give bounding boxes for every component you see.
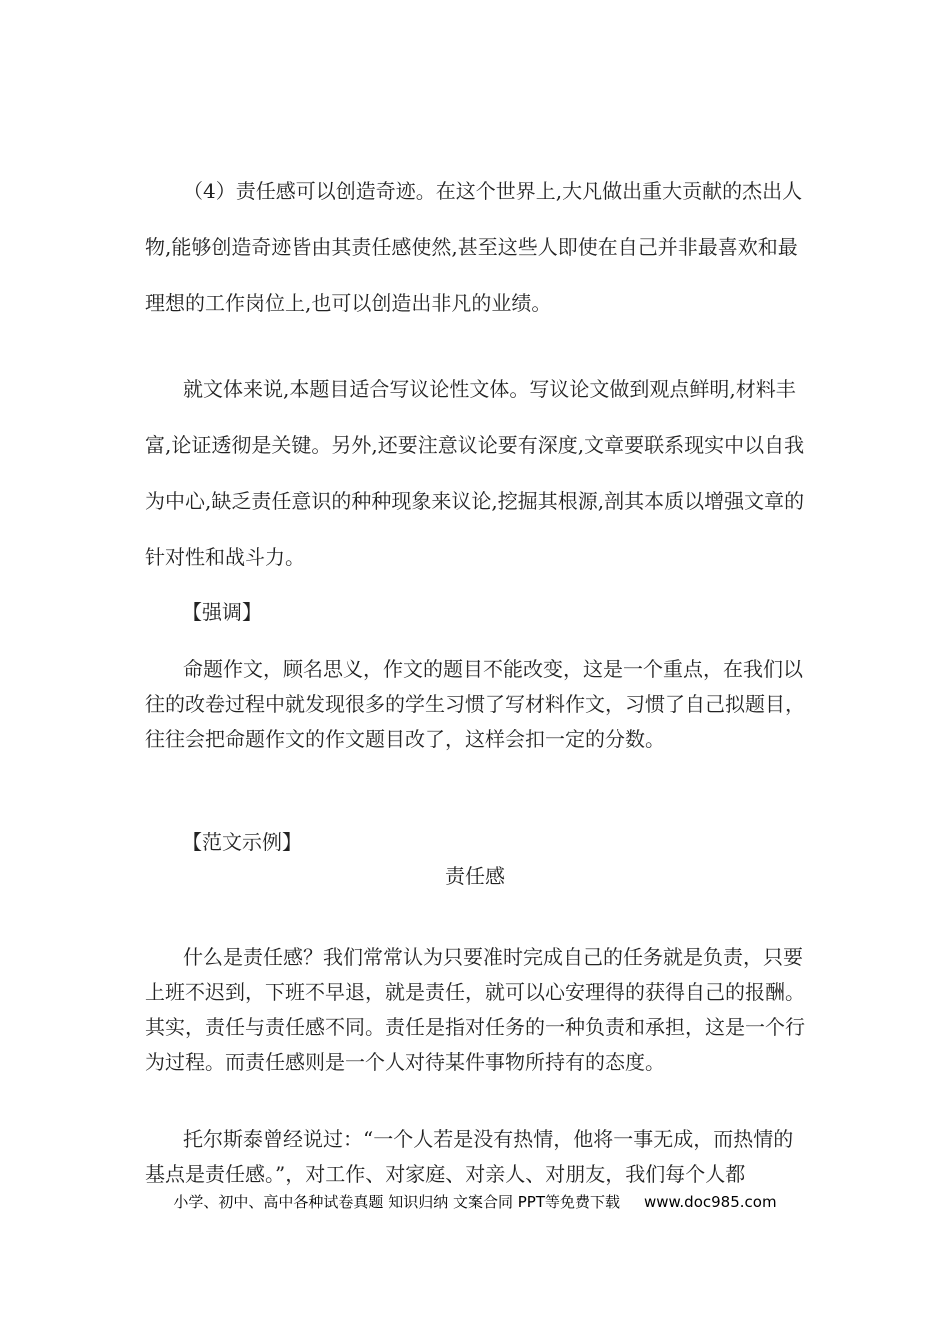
heading-emphasis: 【强调】 [182, 600, 262, 624]
essay-paragraph-1: 什么是责任感？我们常常认为只要准时完成自己的任务就是负责，只要上班不迟到，下班不早退，就是责任，就可以心安理得的获得自己的报酬。其实，责任与责任感不同。责任是指对任务的一种负责和承担，这是一个行为过程。而责任感则是一个人对待某件事物所持有的态度。 [145, 945, 805, 1074]
heading-sample-essay: 【范文示例】 [182, 830, 302, 854]
essay-paragraph-2: 托尔斯泰曾经说过：“一个人若是没有热情，他将一事无成，而热情的基点是责任感。”，对工作、对家庭、对亲人、对朋友，我们每个人都 [145, 1127, 794, 1186]
paragraph-responsibility-miracle: （4）责任感可以创造奇迹。在这个世界上,大凡做出重大贡献的杰出人物,能够创造奇迹皆由其责任感使然,甚至这些人即使在自己并非最喜欢和最理想的工作岗位上,也可以创造出非凡的业绩。 [145, 179, 803, 315]
footer-text: 小学、初中、高中各种试卷真题 知识归纳 文案合同 PPT等免费下载 [173, 1193, 620, 1211]
paragraph-emphasis: 命题作文，顾名思义，作文的题目不能改变，这是一个重点，在我们以往的改卷过程中就发现很多的学生习惯了写材料作文，习惯了自己拟题目，往往会把命题作文的作文题目改了，这样会扣一定的分数。 [145, 657, 805, 751]
page-footer [0, 1191, 950, 1213]
paragraph-genre-advice: 就文体来说,本题目适合写议论性文体。写议论文做到观点鲜明,材料丰富,论证透彻是关键。另外,还要注意议论要有深度,文章要联系现实中以自我为中心,缺乏责任意识的种种现象来议论,挖掘其根源,剖其本质以增强文章的针对性和战斗力。 [145, 377, 805, 569]
essay-title: 责任感 [445, 864, 505, 888]
footer-url: www.doc985.com [643, 1193, 777, 1211]
